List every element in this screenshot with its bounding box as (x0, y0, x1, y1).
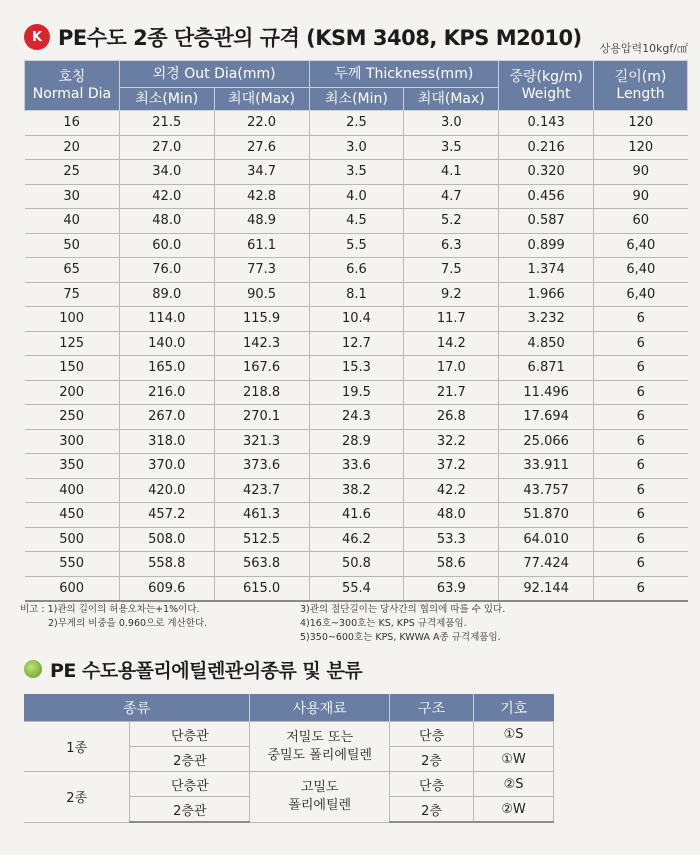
length-cell: 6 (594, 356, 688, 381)
header-thickness-max: 최대(Max) (404, 88, 499, 111)
length-cell: 6 (594, 454, 688, 479)
outer-min-cell: 27.0 (119, 135, 214, 160)
symbol-cell: ①W (474, 747, 554, 772)
weight-cell: 0.216 (499, 135, 594, 160)
table-row (25, 503, 688, 528)
symbol-cell: ①S (474, 722, 554, 747)
thickness-max-cell: 32.2 (404, 429, 499, 454)
weight-cell: 6.871 (499, 356, 594, 381)
table-row (25, 258, 688, 283)
outer-max-cell: 48.9 (214, 209, 309, 234)
nominal-cell: 400 (25, 478, 120, 503)
thickness-min-cell: 28.9 (309, 429, 404, 454)
note-line: 4)16호~300호는 KS, KPS 규격제품임. (300, 618, 467, 629)
thickness-min-cell: 19.5 (309, 380, 404, 405)
nominal-cell: 20 (25, 135, 120, 160)
outer-min-cell: 114.0 (119, 307, 214, 332)
working-pressure-note: 상용압력10kgf/㎠ (599, 42, 688, 55)
notes-right (300, 603, 505, 645)
thickness-max-cell: 37.2 (404, 454, 499, 479)
thickness-max-cell: 4.7 (404, 184, 499, 209)
weight-cell: 17.694 (499, 405, 594, 430)
nominal-cell: 450 (25, 503, 120, 528)
length-cell: 120 (594, 135, 688, 160)
outer-min-cell: 370.0 (119, 454, 214, 479)
weight-cell: 64.010 (499, 527, 594, 552)
structure-cell: 단층 (390, 722, 474, 747)
symbol-cell: ②S (474, 772, 554, 797)
layer-cell: 단층관 (130, 722, 250, 747)
length-cell: 6 (594, 429, 688, 454)
thickness-max-cell: 58.6 (404, 552, 499, 577)
header-symbol: 기호 (474, 694, 554, 722)
thickness-min-cell: 33.6 (309, 454, 404, 479)
layer-cell: 2층관 (130, 747, 250, 772)
table-row (25, 282, 688, 307)
weight-cell: 51.870 (499, 503, 594, 528)
weight-cell: 0.456 (499, 184, 594, 209)
note-line: 3)관의 절단길이는 당사간의 협의에 따를 수 있다. (300, 604, 506, 615)
structure-cell: 2층 (390, 797, 474, 823)
kind-cell: 2종 (24, 772, 130, 823)
weight-cell: 0.320 (499, 160, 594, 185)
table-row (25, 233, 688, 258)
table-row (25, 209, 688, 234)
outer-min-cell: 420.0 (119, 478, 214, 503)
outer-min-cell: 89.0 (119, 282, 214, 307)
nominal-cell: 500 (25, 527, 120, 552)
thickness-min-cell: 46.2 (309, 527, 404, 552)
thickness-max-cell: 11.7 (404, 307, 499, 332)
outer-min-cell: 48.0 (119, 209, 214, 234)
length-cell: 6 (594, 478, 688, 503)
table-row (25, 576, 688, 601)
weight-cell: 4.850 (499, 331, 594, 356)
thickness-max-cell: 14.2 (404, 331, 499, 356)
table-row (25, 527, 688, 552)
thickness-max-cell: 9.2 (404, 282, 499, 307)
length-cell: 90 (594, 184, 688, 209)
table-row (25, 331, 688, 356)
thickness-min-cell: 2.5 (309, 111, 404, 136)
header-material: 사용재료 (250, 694, 390, 722)
outer-max-cell: 27.6 (214, 135, 309, 160)
thickness-min-cell: 8.1 (309, 282, 404, 307)
length-cell: 6 (594, 503, 688, 528)
nominal-cell: 50 (25, 233, 120, 258)
thickness-min-cell: 4.0 (309, 184, 404, 209)
length-cell: 6,40 (594, 282, 688, 307)
outer-max-cell: 22.0 (214, 111, 309, 136)
outer-max-cell: 77.3 (214, 258, 309, 283)
thickness-min-cell: 41.6 (309, 503, 404, 528)
note-line: 5)350~600호는 KPS, KWWA A종 규격제품임. (300, 632, 501, 643)
thickness-max-cell: 6.3 (404, 233, 499, 258)
note-line: 2)무게의 비중을 0.960으로 계산한다. (48, 618, 208, 629)
classification-table (24, 694, 554, 823)
kind-cell: 1종 (24, 722, 130, 772)
nominal-cell: 150 (25, 356, 120, 381)
weight-cell: 92.144 (499, 576, 594, 601)
length-cell: 6,40 (594, 258, 688, 283)
length-cell: 6 (594, 576, 688, 601)
length-cell: 6 (594, 552, 688, 577)
outer-max-cell: 615.0 (214, 576, 309, 601)
outer-min-cell: 609.6 (119, 576, 214, 601)
thickness-max-cell: 63.9 (404, 576, 499, 601)
outer-max-cell: 321.3 (214, 429, 309, 454)
material-cell: 고밀도 폴리에틸렌 (250, 772, 390, 823)
thickness-max-cell: 17.0 (404, 356, 499, 381)
nominal-cell: 40 (25, 209, 120, 234)
weight-cell: 0.899 (499, 233, 594, 258)
length-cell: 6 (594, 527, 688, 552)
section-title: PE 수도용폴리에틸렌관의종류 및 분류 (50, 660, 363, 682)
table-row (25, 307, 688, 332)
outer-min-cell: 267.0 (119, 405, 214, 430)
table-row (25, 429, 688, 454)
header-outer-max: 최대(Max) (214, 88, 309, 111)
length-cell: 60 (594, 209, 688, 234)
table-row (25, 356, 688, 381)
nominal-cell: 300 (25, 429, 120, 454)
outer-max-cell: 270.1 (214, 405, 309, 430)
outer-max-cell: 34.7 (214, 160, 309, 185)
header-weight: 중량(kg/m) Weight (499, 61, 594, 111)
nominal-cell: 200 (25, 380, 120, 405)
table-row (25, 135, 688, 160)
thickness-min-cell: 6.6 (309, 258, 404, 283)
thickness-max-cell: 26.8 (404, 405, 499, 430)
green-bullet-icon (24, 660, 42, 678)
weight-cell: 1.374 (499, 258, 594, 283)
nominal-cell: 16 (25, 111, 120, 136)
thickness-max-cell: 3.0 (404, 111, 499, 136)
outer-max-cell: 115.9 (214, 307, 309, 332)
table-row (25, 552, 688, 577)
header-length: 길이(m) Length (594, 61, 688, 111)
length-cell: 6 (594, 380, 688, 405)
thickness-max-cell: 42.2 (404, 478, 499, 503)
symbol-cell: ②W (474, 797, 554, 823)
outer-max-cell: 142.3 (214, 331, 309, 356)
outer-min-cell: 216.0 (119, 380, 214, 405)
page-title: PE수도 2종 단층관의 규격 (KSM 3408, KPS M2010) (58, 26, 582, 50)
thickness-max-cell: 21.7 (404, 380, 499, 405)
table-row (25, 478, 688, 503)
outer-min-cell: 42.0 (119, 184, 214, 209)
thickness-min-cell: 38.2 (309, 478, 404, 503)
material-cell: 저밀도 또는 중밀도 폴리에틸렌 (250, 722, 390, 772)
length-cell: 6 (594, 331, 688, 356)
outer-min-cell: 34.0 (119, 160, 214, 185)
notes-left (20, 603, 207, 631)
nominal-cell: 25 (25, 160, 120, 185)
nominal-cell: 75 (25, 282, 120, 307)
outer-max-cell: 218.8 (214, 380, 309, 405)
thickness-min-cell: 24.3 (309, 405, 404, 430)
nominal-cell: 65 (25, 258, 120, 283)
thickness-min-cell: 10.4 (309, 307, 404, 332)
thickness-max-cell: 4.1 (404, 160, 499, 185)
note-line: 비고 : 1)관의 길이의 허용오차는+1%이다. (20, 604, 200, 615)
nominal-cell: 600 (25, 576, 120, 601)
outer-max-cell: 90.5 (214, 282, 309, 307)
nominal-cell: 125 (25, 331, 120, 356)
outer-min-cell: 21.5 (119, 111, 214, 136)
nominal-cell: 550 (25, 552, 120, 577)
outer-min-cell: 558.8 (119, 552, 214, 577)
table-row (25, 160, 688, 185)
header-outer-dia: 외경 Out Dia(mm) (119, 61, 309, 88)
k-mark-logo-icon: K (24, 24, 50, 50)
weight-cell: 43.757 (499, 478, 594, 503)
nominal-cell: 350 (25, 454, 120, 479)
weight-cell: 1.966 (499, 282, 594, 307)
weight-cell: 33.911 (499, 454, 594, 479)
thickness-min-cell: 4.5 (309, 209, 404, 234)
thickness-min-cell: 3.0 (309, 135, 404, 160)
table-row (25, 454, 688, 479)
outer-max-cell: 563.8 (214, 552, 309, 577)
outer-max-cell: 167.6 (214, 356, 309, 381)
layer-cell: 단층관 (130, 772, 250, 797)
thickness-min-cell: 5.5 (309, 233, 404, 258)
table-row (25, 380, 688, 405)
outer-min-cell: 76.0 (119, 258, 214, 283)
outer-min-cell: 165.0 (119, 356, 214, 381)
pipe-spec-table (24, 60, 688, 602)
structure-cell: 2층 (390, 747, 474, 772)
length-cell: 6,40 (594, 233, 688, 258)
weight-cell: 11.496 (499, 380, 594, 405)
thickness-max-cell: 48.0 (404, 503, 499, 528)
thickness-min-cell: 50.8 (309, 552, 404, 577)
header-thickness: 두께 Thickness(mm) (309, 61, 499, 88)
thickness-min-cell: 12.7 (309, 331, 404, 356)
thickness-max-cell: 53.3 (404, 527, 499, 552)
table-row (25, 111, 688, 136)
nominal-cell: 250 (25, 405, 120, 430)
thickness-max-cell: 5.2 (404, 209, 499, 234)
thickness-min-cell: 15.3 (309, 356, 404, 381)
header-kind: 종류 (24, 694, 250, 722)
outer-max-cell: 373.6 (214, 454, 309, 479)
thickness-min-cell: 55.4 (309, 576, 404, 601)
outer-max-cell: 42.8 (214, 184, 309, 209)
length-cell: 6 (594, 307, 688, 332)
outer-max-cell: 461.3 (214, 503, 309, 528)
outer-min-cell: 508.0 (119, 527, 214, 552)
title-row (24, 18, 694, 54)
weight-cell: 3.232 (499, 307, 594, 332)
header-outer-min: 최소(Min) (119, 88, 214, 111)
structure-cell: 단층 (390, 772, 474, 797)
outer-min-cell: 318.0 (119, 429, 214, 454)
nominal-cell: 30 (25, 184, 120, 209)
outer-max-cell: 423.7 (214, 478, 309, 503)
outer-min-cell: 60.0 (119, 233, 214, 258)
outer-min-cell: 140.0 (119, 331, 214, 356)
outer-max-cell: 61.1 (214, 233, 309, 258)
weight-cell: 25.066 (499, 429, 594, 454)
layer-cell: 2층관 (130, 797, 250, 823)
outer-min-cell: 457.2 (119, 503, 214, 528)
header-thickness-min: 최소(Min) (309, 88, 404, 111)
length-cell: 6 (594, 405, 688, 430)
length-cell: 90 (594, 160, 688, 185)
thickness-max-cell: 7.5 (404, 258, 499, 283)
weight-cell: 0.587 (499, 209, 594, 234)
thickness-min-cell: 3.5 (309, 160, 404, 185)
length-cell: 120 (594, 111, 688, 136)
nominal-cell: 100 (25, 307, 120, 332)
weight-cell: 77.424 (499, 552, 594, 577)
outer-max-cell: 512.5 (214, 527, 309, 552)
table-row (25, 405, 688, 430)
table-row (25, 184, 688, 209)
header-structure: 구조 (390, 694, 474, 722)
weight-cell: 0.143 (499, 111, 594, 136)
thickness-max-cell: 3.5 (404, 135, 499, 160)
header-nominal-dia: 호칭 Normal Dia (25, 61, 120, 111)
